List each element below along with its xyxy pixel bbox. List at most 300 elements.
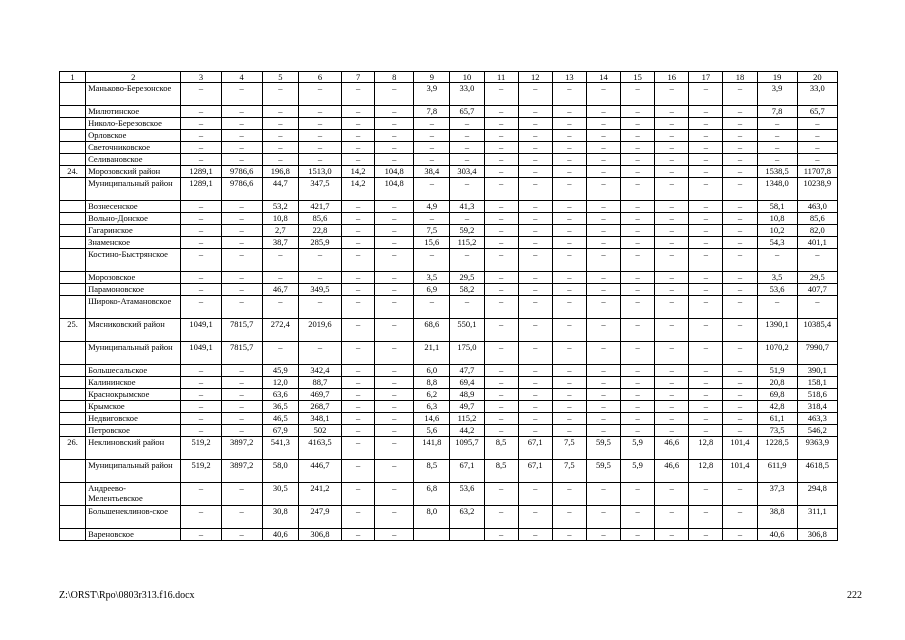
table-row [60,529,838,541]
value-cell: – [586,365,620,377]
value-cell: 53,2 [262,201,298,213]
value-cell: – [655,249,689,272]
row-number-cell [60,506,86,529]
value-cell: 68,6 [414,319,450,342]
value-cell: 11707,8 [797,166,837,178]
value-cell: 3,5 [757,272,797,284]
value-cell: – [375,213,414,225]
column-header: 10 [450,72,484,83]
value-cell: – [723,201,757,213]
value-cell: – [342,425,375,437]
value-cell: – [621,213,655,225]
value-cell: – [723,106,757,118]
value-cell: – [414,142,450,154]
value-cell: 1095,7 [450,437,484,460]
value-cell: – [689,401,723,413]
table-row [60,213,838,225]
value-cell: 58,1 [757,201,797,213]
row-number-cell [60,529,86,541]
value-cell: – [342,142,375,154]
value-cell: – [262,296,298,319]
territory-name-cell: Костино-Быстрянское [86,249,181,272]
row-number-cell [60,377,86,389]
value-cell: – [655,377,689,389]
value-cell: – [655,365,689,377]
value-cell: – [621,178,655,201]
territory-name-cell: Маньково-Березонское [86,83,181,106]
row-number-cell [60,365,86,377]
value-cell: 6,9 [414,284,450,296]
territory-name-cell: Морозовский район [86,166,181,178]
value-cell: 85,6 [797,213,837,225]
value-cell: – [586,237,620,249]
value-cell: – [689,272,723,284]
value-cell: – [375,249,414,272]
value-cell: – [518,201,552,213]
value-cell: – [689,178,723,201]
value-cell: – [689,413,723,425]
value-cell: – [484,272,518,284]
value-cell: – [552,342,586,365]
value-cell: 306,8 [797,529,837,541]
table-row [60,506,838,529]
value-cell: 6,8 [414,483,450,506]
value-cell: – [181,272,221,284]
value-cell: 29,5 [450,272,484,284]
column-header: 1 [60,72,86,83]
value-cell: – [757,296,797,319]
value-cell: 38,4 [414,166,450,178]
value-cell: – [552,413,586,425]
value-cell: 463,3 [797,413,837,425]
value-cell: – [655,401,689,413]
value-cell: – [518,272,552,284]
value-cell: – [655,483,689,506]
value-cell: – [518,249,552,272]
value-cell: – [375,201,414,213]
value-cell: – [342,483,375,506]
value-cell: – [689,342,723,365]
value-cell: – [181,106,221,118]
value-cell: – [552,365,586,377]
territory-name-cell: Большесальское [86,365,181,377]
value-cell: – [655,178,689,201]
value-cell: – [375,118,414,130]
value-cell: – [221,389,262,401]
territory-name-cell: Милютинское [86,106,181,118]
value-cell: 390,1 [797,365,837,377]
row-number-cell [60,237,86,249]
value-cell: – [262,118,298,130]
value-cell: – [375,225,414,237]
value-cell: – [375,272,414,284]
value-cell: 46,6 [655,460,689,483]
value-cell: – [375,377,414,389]
value-cell: – [181,365,221,377]
value-cell: – [586,166,620,178]
value-cell: – [552,401,586,413]
value-cell: – [298,106,341,118]
value-cell: – [723,142,757,154]
value-cell: 541,3 [262,437,298,460]
value-cell: – [552,201,586,213]
value-cell: – [586,319,620,342]
value-cell: 519,2 [181,437,221,460]
value-cell: – [689,166,723,178]
value-cell: – [621,106,655,118]
value-cell: 318,4 [797,401,837,413]
value-cell: – [655,506,689,529]
value-cell: – [342,296,375,319]
value-cell: – [484,529,518,541]
table-row [60,365,838,377]
value-cell: – [552,118,586,130]
value-cell: 29,5 [797,272,837,284]
column-header: 7 [342,72,375,83]
value-cell: – [689,389,723,401]
value-cell: – [586,377,620,389]
value-cell: – [484,225,518,237]
value-cell: – [414,118,450,130]
value-cell: 22,8 [298,225,341,237]
table-row [60,342,838,365]
row-number-cell [60,284,86,296]
table-row [60,284,838,296]
value-cell: 65,7 [797,106,837,118]
row-number-cell [60,249,86,272]
value-cell: 7,5 [552,460,586,483]
value-cell: – [375,284,414,296]
value-cell: – [181,389,221,401]
value-cell: 9786,6 [221,166,262,178]
value-cell: – [484,237,518,249]
value-cell: 268,7 [298,401,341,413]
value-cell: – [621,225,655,237]
value-cell: – [375,425,414,437]
value-cell: – [586,178,620,201]
value-cell: 9363,9 [797,437,837,460]
value-cell: 3,9 [414,83,450,106]
value-cell: – [797,296,837,319]
value-cell: – [484,319,518,342]
value-cell: – [221,377,262,389]
value-cell: – [552,142,586,154]
value-cell: 158,1 [797,377,837,389]
value-cell: 59,2 [450,225,484,237]
table-row [60,401,838,413]
value-cell: 54,3 [757,237,797,249]
value-cell: – [484,166,518,178]
value-cell: – [621,483,655,506]
value-cell: 41,3 [450,201,484,213]
value-cell: – [723,389,757,401]
value-cell: – [621,166,655,178]
value-cell: – [484,83,518,106]
value-cell: – [621,249,655,272]
value-cell: – [221,272,262,284]
row-number-cell [60,154,86,166]
value-cell: 10385,4 [797,319,837,342]
value-cell: – [518,296,552,319]
table-row [60,249,838,272]
value-cell: 7,8 [757,106,797,118]
value-cell: 1049,1 [181,342,221,365]
value-cell: 82,0 [797,225,837,237]
value-cell: – [221,225,262,237]
value-cell: – [375,413,414,425]
value-cell: – [342,401,375,413]
row-number-cell [60,213,86,225]
value-cell: 241,2 [298,483,341,506]
value-cell: 7,5 [552,437,586,460]
value-cell: – [221,401,262,413]
value-cell: – [689,142,723,154]
value-cell: 1513,0 [298,166,341,178]
value-cell: – [757,142,797,154]
value-cell: 61,1 [757,413,797,425]
value-cell: – [621,130,655,142]
value-cell: – [342,272,375,284]
value-cell: – [689,483,723,506]
value-cell: – [689,529,723,541]
value-cell: – [552,319,586,342]
table-row [60,319,838,342]
territory-name-cell: Парамоновское [86,284,181,296]
column-header: 6 [298,72,341,83]
value-cell: – [262,272,298,284]
value-cell: 67,1 [450,460,484,483]
value-cell: – [723,249,757,272]
table-row [60,118,838,130]
value-cell: – [757,154,797,166]
value-cell: – [342,319,375,342]
value-cell: – [689,154,723,166]
territory-name-cell: Мясниковский район [86,319,181,342]
value-cell: – [518,413,552,425]
value-cell: 115,2 [450,237,484,249]
column-header: 13 [552,72,586,83]
column-header: 19 [757,72,797,83]
territory-name-cell: Краснокрымское [86,389,181,401]
value-cell: – [181,401,221,413]
value-cell: – [797,154,837,166]
value-cell: – [342,130,375,142]
value-cell: 3,9 [757,83,797,106]
value-cell: – [621,284,655,296]
value-cell: – [723,483,757,506]
value-cell: – [221,213,262,225]
value-cell: – [723,130,757,142]
value-cell: – [586,106,620,118]
value-cell: – [298,342,341,365]
value-cell: – [298,118,341,130]
value-cell: – [655,389,689,401]
territory-name-cell: Светочниковское [86,142,181,154]
value-cell: – [552,106,586,118]
value-cell: – [586,284,620,296]
value-cell: – [262,130,298,142]
value-cell: – [655,130,689,142]
value-cell: – [181,296,221,319]
value-cell: – [414,130,450,142]
value-cell: – [221,425,262,437]
value-cell: 10238,9 [797,178,837,201]
table-row [60,483,838,506]
value-cell: – [298,154,341,166]
value-cell: 101,4 [723,437,757,460]
value-cell: 518,6 [797,389,837,401]
value-cell: – [414,178,450,201]
value-cell: – [586,413,620,425]
territory-name-cell: Муниципальный район [86,178,181,201]
value-cell: – [221,284,262,296]
value-cell: 1070,2 [757,342,797,365]
value-cell: – [375,342,414,365]
value-cell: – [655,142,689,154]
territory-name-cell: Вольно-Донское [86,213,181,225]
table-row [60,154,838,166]
footer-file-path: Z:\ORST\Rpo\0803r313.f16.docx [59,590,195,601]
value-cell: – [221,130,262,142]
value-cell: 88,7 [298,377,341,389]
value-cell: – [586,389,620,401]
column-header: 4 [221,72,262,83]
value-cell: – [723,529,757,541]
row-number-cell [60,83,86,106]
value-cell: – [375,506,414,529]
column-header: 20 [797,72,837,83]
value-cell: 347,5 [298,178,341,201]
territory-name-cell: Неклиновский район [86,437,181,460]
value-cell: – [414,296,450,319]
value-cell: – [518,483,552,506]
value-cell: – [450,249,484,272]
value-cell: – [655,154,689,166]
value-cell: 7990,7 [797,342,837,365]
value-cell: – [484,365,518,377]
value-cell: 20,8 [757,377,797,389]
value-cell: – [689,213,723,225]
value-cell: – [484,296,518,319]
value-cell: – [484,142,518,154]
value-cell: – [586,342,620,365]
value-cell: 611,9 [757,460,797,483]
table-row [60,142,838,154]
value-cell: – [484,154,518,166]
value-cell: – [655,272,689,284]
value-cell: – [181,118,221,130]
footer-page-number: 222 [847,590,862,601]
value-cell: – [655,201,689,213]
value-cell: – [221,529,262,541]
value-cell: 446,7 [298,460,341,483]
value-cell: – [221,365,262,377]
value-cell: – [723,401,757,413]
value-cell: 59,5 [586,460,620,483]
value-cell: 69,8 [757,389,797,401]
value-cell: – [621,529,655,541]
value-cell: 7815,7 [221,319,262,342]
value-cell: – [375,237,414,249]
table-row [60,130,838,142]
territory-name-cell: Андреево-Мелентьевское [86,483,181,506]
value-cell: – [586,130,620,142]
value-cell: – [586,118,620,130]
value-cell: – [552,284,586,296]
value-cell: 3,5 [414,272,450,284]
value-cell: 407,7 [797,284,837,296]
value-cell: – [655,425,689,437]
value-cell: 63,6 [262,389,298,401]
value-cell: 51,9 [757,365,797,377]
value-cell: – [518,213,552,225]
value-cell: – [689,106,723,118]
value-cell: – [552,83,586,106]
value-cell: – [375,460,414,483]
value-cell: – [298,83,341,106]
value-cell: – [586,506,620,529]
value-cell: – [518,118,552,130]
value-cell: – [723,178,757,201]
value-cell: – [450,213,484,225]
value-cell: – [181,83,221,106]
territory-name-cell: Вареновское [86,529,181,541]
value-cell: – [797,130,837,142]
territory-name-cell: Морозовское [86,272,181,284]
value-cell: – [484,413,518,425]
value-cell: 6,2 [414,389,450,401]
value-cell: – [518,401,552,413]
value-cell: – [375,130,414,142]
value-cell: 1289,1 [181,178,221,201]
row-number-cell [60,413,86,425]
value-cell: 7815,7 [221,342,262,365]
territory-name-cell: Гагаринское [86,225,181,237]
value-cell: 4163,5 [298,437,341,460]
value-cell: 1289,1 [181,166,221,178]
value-cell: – [342,529,375,541]
value-cell: – [689,225,723,237]
value-cell: – [621,377,655,389]
value-cell: – [342,506,375,529]
value-cell: – [342,201,375,213]
value-cell: – [375,106,414,118]
value-cell: – [586,296,620,319]
value-cell: – [621,142,655,154]
value-cell: 3897,2 [221,437,262,460]
value-cell: – [689,365,723,377]
value-cell: 21,1 [414,342,450,365]
value-cell: – [689,130,723,142]
value-cell: – [655,225,689,237]
value-cell: – [342,106,375,118]
value-cell: – [518,130,552,142]
value-cell: 1538,5 [757,166,797,178]
value-cell: 7,5 [414,225,450,237]
value-cell: 46,7 [262,284,298,296]
value-cell: 469,7 [298,389,341,401]
value-cell: – [450,178,484,201]
value-cell: – [375,319,414,342]
value-cell: – [342,83,375,106]
row-number-cell [60,106,86,118]
table-row [60,237,838,249]
value-cell: 30,8 [262,506,298,529]
value-cell: – [655,319,689,342]
value-cell: 10,8 [757,213,797,225]
value-cell: – [484,284,518,296]
value-cell: – [723,425,757,437]
